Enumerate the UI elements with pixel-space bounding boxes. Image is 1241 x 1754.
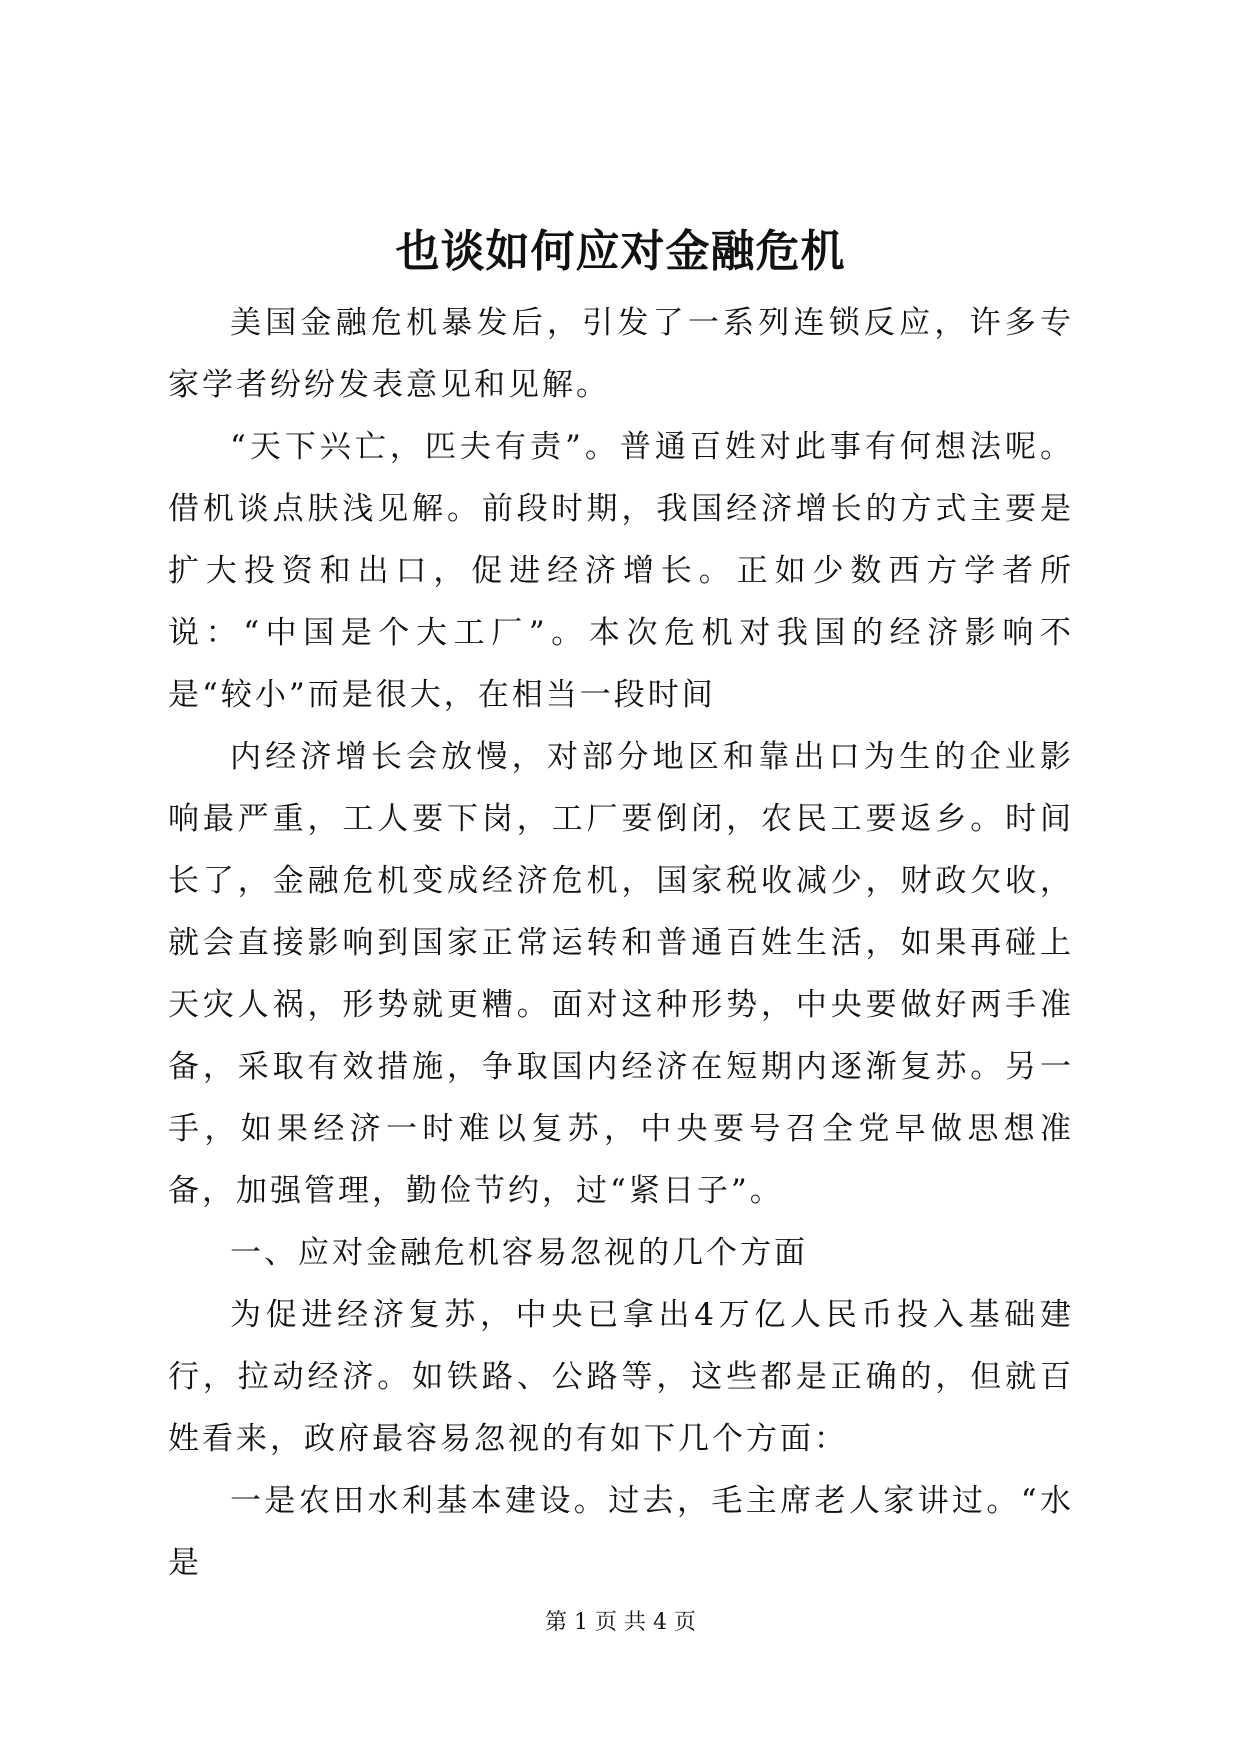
- page-number-footer: 第 1 页 共 4 页: [545, 1610, 696, 1635]
- paragraph-1: 美国金融危机暴发后，引发了一系列连锁反应，许多专家学者纷纷发表意见和见解。: [168, 305, 1074, 403]
- document-body: [168, 292, 1074, 1594]
- paragraph-5: 一是农田水利基本建设。过去，毛主席老人家讲过。“水是: [168, 1483, 1074, 1581]
- document-title: 也谈如何应对金融危机: [395, 226, 846, 277]
- section-heading-1: 一、应对金融危机容易忽视的几个方面: [230, 1235, 808, 1271]
- paragraph-3: 内经济增长会放慢，对部分地区和靠出口为生的企业影响最严重，工人要下岗，工厂要倒闭，农民工要返乡。时间长了，金融危机变成经济危机，国家税收减少，财政欠收，就会直接影响到国家正常运转和普通百姓生活，如果再碰上天灾人祸，形势就更糟。面对这种形势，中央要做好两手准备，采取有效措施，争取国内经济在短期内逐渐复苏。另一手，如果经济一时难以复苏，中央要号召全党早做思想准备，加强管理，勤俭节约，过“紧日子”。: [168, 739, 1074, 1209]
- paragraph-2: “天下兴亡，匹夫有责”。普通百姓对此事有何想法呢。借机谈点肤浅见解。前段时期，我国经济增长的方式主要是扩大投资和出口，促进经济增长。正如少数西方学者所说：“中国是个大工厂”。本次危机对我国的经济影响不是“较小”而是很大，在相当一段时间: [168, 429, 1074, 713]
- paragraph-4: 为促进经济复苏，中央已拿出4万亿人民币投入基础建行，拉动经济。如铁路、公路等，这些都是正确的，但就百姓看来，政府最容易忽视的有如下几个方面：: [168, 1297, 1074, 1457]
